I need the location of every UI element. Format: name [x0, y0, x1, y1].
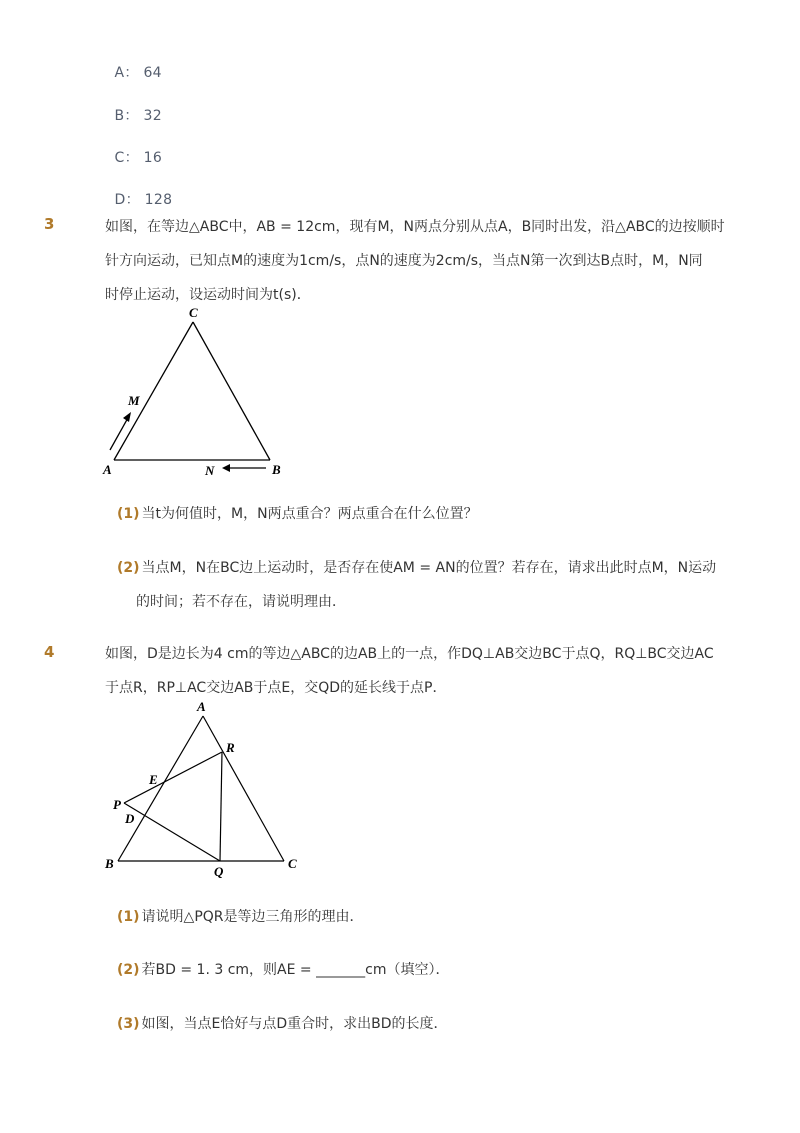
- question-3-sub-1: [117, 503, 478, 523]
- option-value: 32: [143, 108, 162, 124]
- question-4-number: 4: [44, 643, 55, 661]
- option-label: C：: [114, 150, 139, 166]
- question-3-text-line-2: 针方向运动，已知点M的速度为1cm/s，点N的速度为2cm/s，当点N第一次到达B点时，M，N同: [105, 253, 703, 269]
- label-a: A: [103, 462, 112, 477]
- option-label: A：: [114, 65, 139, 81]
- option-b: [105, 89, 162, 125]
- question-3-sub-2: [117, 557, 716, 577]
- question-4-text-line-1: 如图，D是边长为4 cm的等边△ABC的边AB上的一点，作DQ⊥AB交边BC于点Q，RQ⊥BC交边AC: [105, 646, 714, 662]
- question-3-text-line-3: 时停止运动，设运动时间为t(s)．: [105, 287, 311, 303]
- sub-text: 如图，当点E恰好与点D重合时，求出BD的长度．: [141, 1016, 448, 1032]
- label-b: B: [272, 462, 281, 477]
- question-4-sub-1: [117, 906, 364, 926]
- arrow-m-head: [123, 412, 131, 422]
- label-a: A: [197, 699, 206, 714]
- label-c: C: [189, 305, 198, 320]
- segment-pq: [124, 803, 220, 861]
- sub-number: (1): [117, 506, 140, 522]
- sub-number: (2): [117, 560, 140, 576]
- question-3-sub-2-line-2: 的时间；若不存在，请说明理由．: [136, 594, 346, 610]
- arrow-m-line: [110, 416, 129, 450]
- sub-text: 当点M，N在BC边上运动时，是否存在使AM = AN的位置？若存在，请求出此时点M，N运动: [141, 560, 717, 576]
- triangle-side-bc: [193, 322, 270, 460]
- option-value: 64: [143, 65, 162, 81]
- question-4-text-line-2: 于点R，RP⊥AC交边AB于点E，交QD的延长线于点P．: [105, 680, 447, 696]
- side-ac: [203, 716, 284, 861]
- label-p: P: [113, 797, 121, 812]
- label-b: B: [105, 856, 114, 871]
- sub-number: (1): [117, 909, 140, 925]
- option-label: D：: [114, 192, 140, 208]
- label-q: Q: [214, 864, 224, 879]
- option-c: [105, 131, 162, 167]
- triangle-side-ac: [114, 322, 193, 460]
- option-a: [105, 46, 162, 82]
- question-4-sub-3: [117, 1013, 448, 1033]
- sub-text: 当t为何值时，M，N两点重合？两点重合在什么位置？: [141, 506, 478, 522]
- option-value: 16: [143, 150, 163, 166]
- question-3-number: 3: [44, 215, 55, 233]
- label-r: R: [226, 740, 235, 755]
- sub-number: (2): [117, 962, 140, 978]
- question-3-text-line-1: 如图，在等边△ABC中，AB = 12cm，现有M，N两点分别从点A，B同时出发，沿△ABC的边按顺时: [105, 219, 725, 235]
- label-n: N: [205, 463, 215, 478]
- sub-text: 请说明△PQR是等边三角形的理由．: [141, 909, 364, 925]
- label-m: M: [128, 393, 140, 408]
- label-e: E: [149, 772, 158, 787]
- option-label: B：: [114, 108, 139, 124]
- label-c: C: [288, 856, 297, 871]
- sub-number: (3): [117, 1016, 140, 1032]
- option-d: [105, 173, 172, 209]
- label-d: D: [125, 811, 135, 826]
- option-value: 128: [144, 192, 173, 208]
- segment-pr: [124, 752, 222, 803]
- arrow-n-head: [222, 464, 230, 472]
- question-3-figure: [100, 302, 300, 482]
- sub-text: 若BD = 1. 3 cm，则AE = _______cm（填空）．: [141, 962, 450, 978]
- question-4-figure: [100, 696, 310, 886]
- side-ab: [118, 716, 203, 861]
- segment-rq: [220, 752, 222, 861]
- question-4-sub-2: [117, 959, 449, 979]
